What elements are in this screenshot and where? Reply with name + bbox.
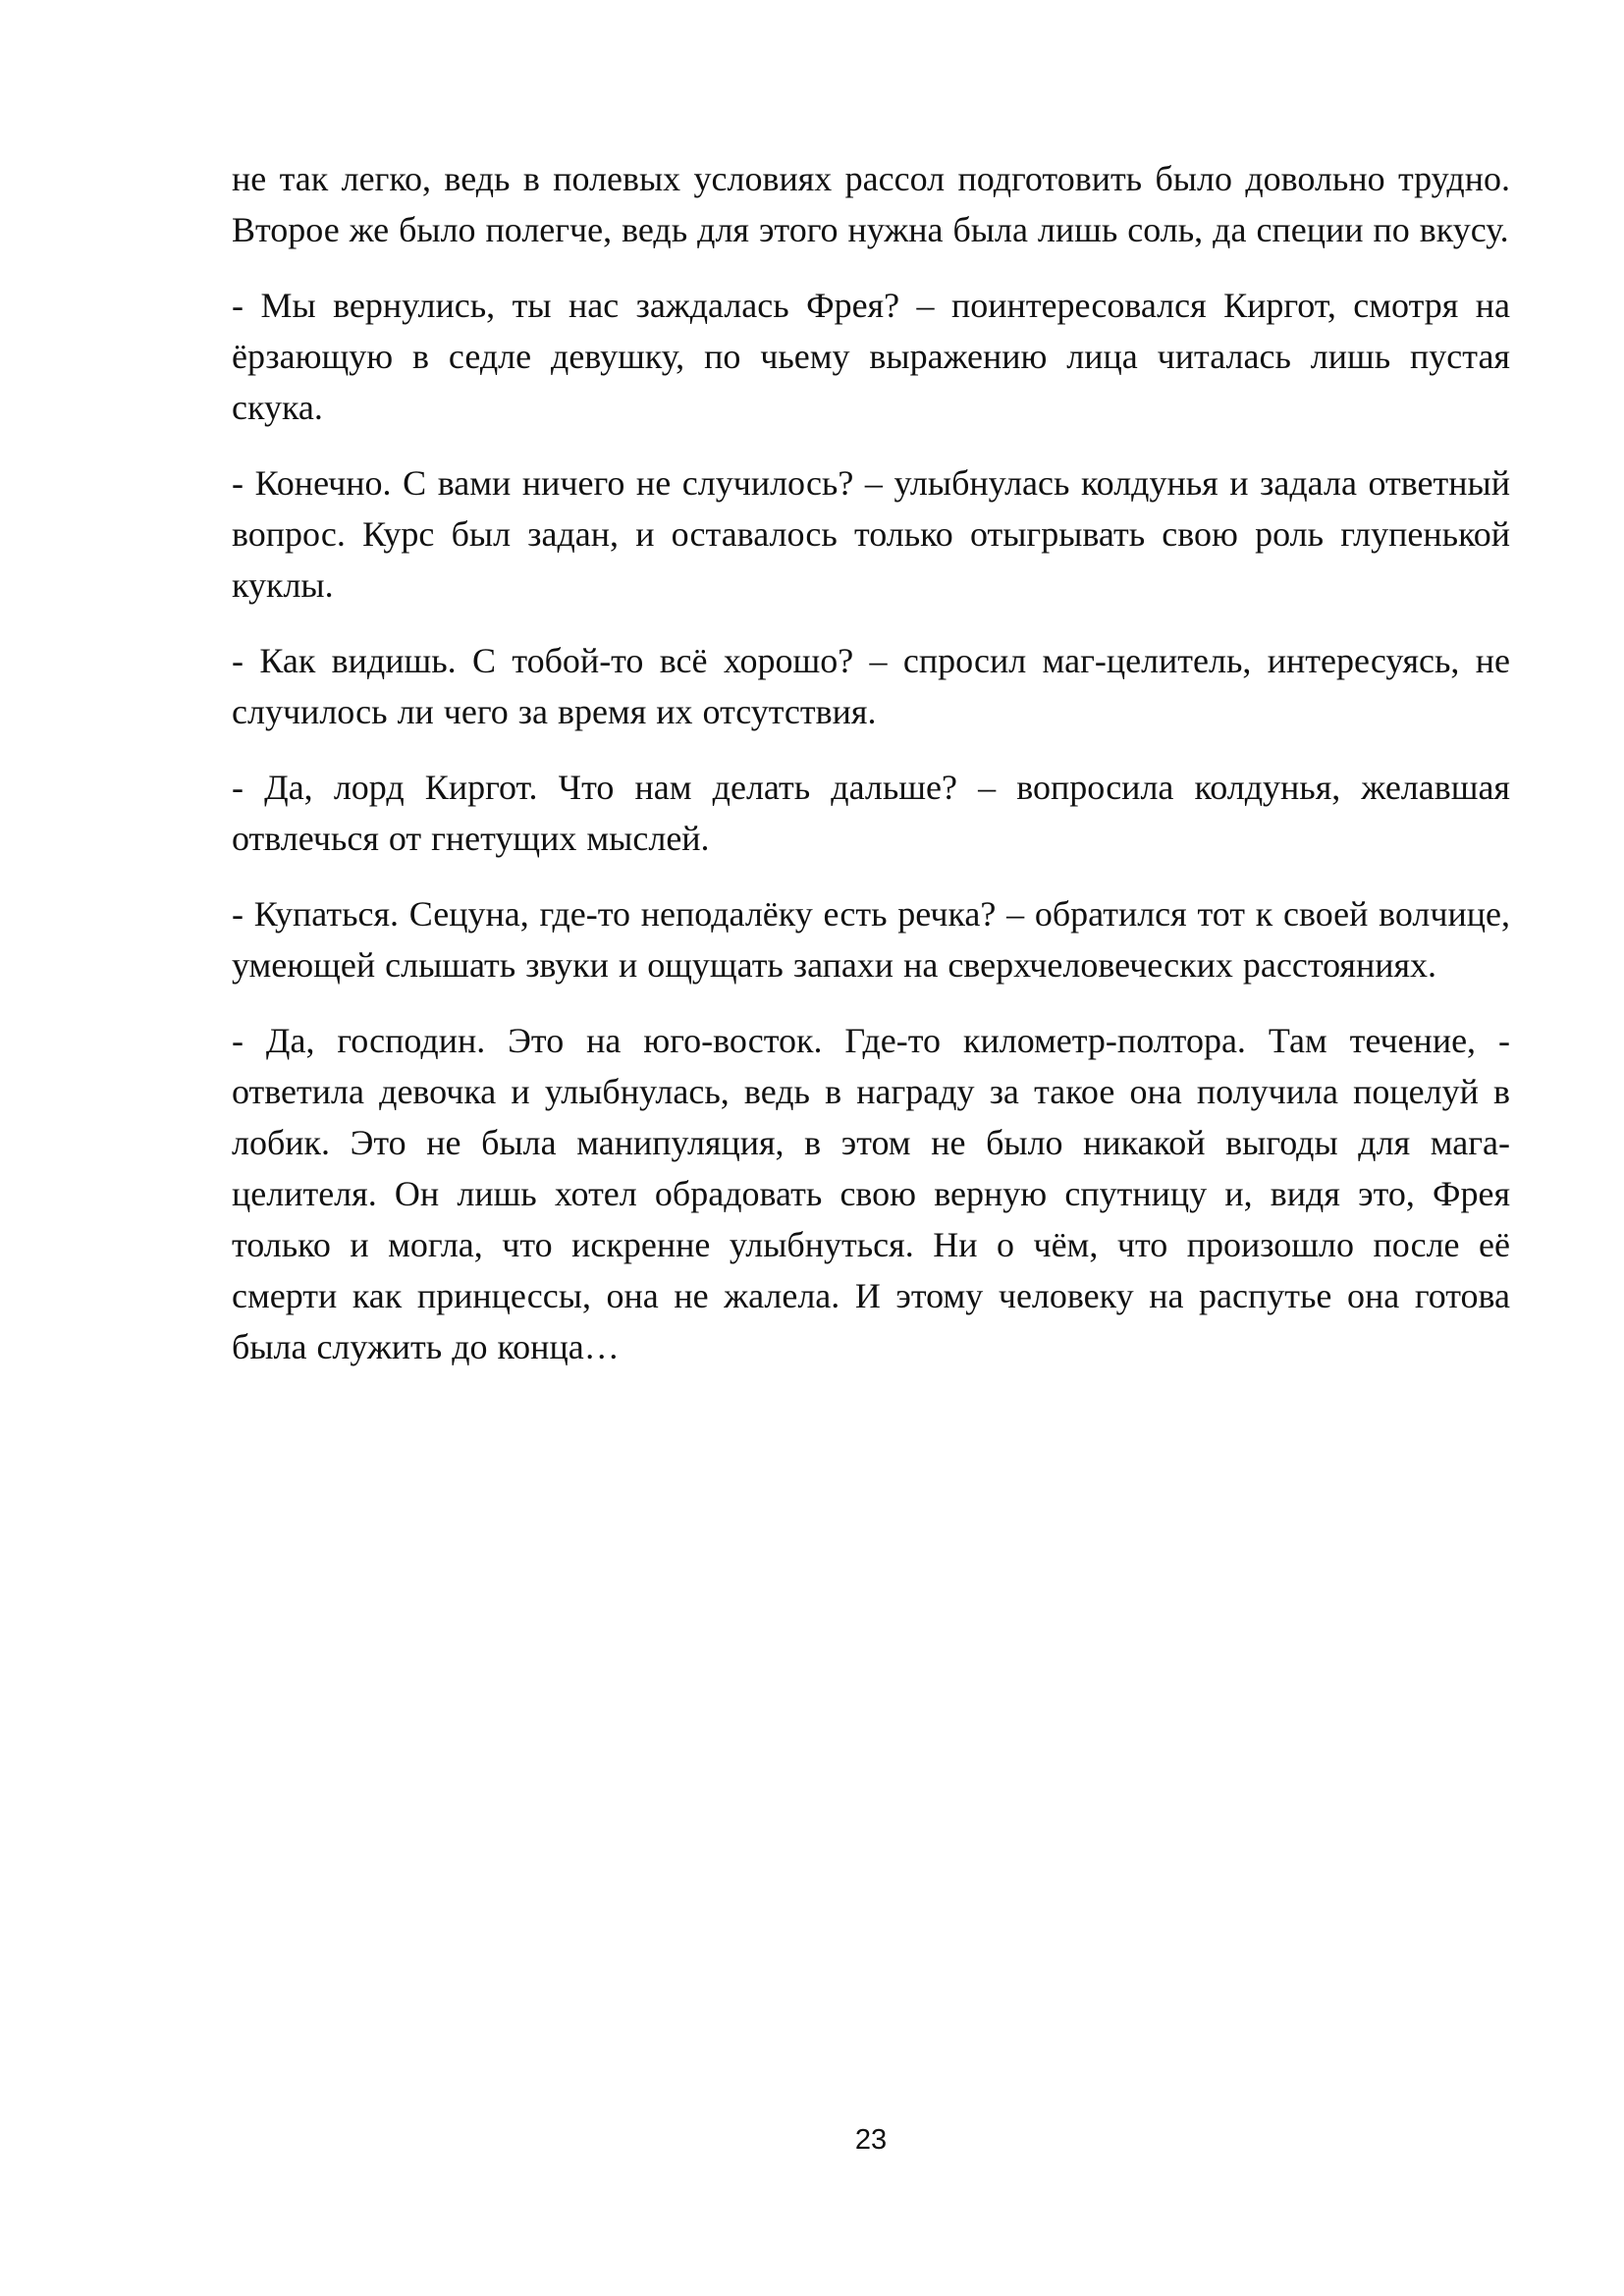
page-number: 23	[854, 2124, 888, 2156]
page-body	[232, 153, 1510, 1397]
paragraph: - Купаться. Сецуна, где-то неподалёку есть речка? – обратился тот к своей волчице, умеющей слышать звуки и ощущать запахи на сверхчеловеческих расстояниях.	[232, 894, 1510, 985]
paragraph: - Да, господин. Это на юго-восток. Где-то километр-полтора. Там течение, - ответила девочка и улыбнулась, ведь в награду за такое она получила поцелуй в лобик. Это не была манипуляция, в этом не было никакой выгоды для мага-целителя. Он лишь хотел обрадовать свою верную спутницу и, видя это, Фрея только и могла, что искренне улыбнуться. Ни о чём, что произошло после её смерти как принцессы, она не жалела. И этому человеку на распутье она готова была служить до конца…	[232, 1021, 1510, 1366]
paragraph: - Мы вернулись, ты нас заждалась Фрея? – поинтересовался Киргот, смотря на ёрзающую в седле девушку, по чьему выражению лица читалась лишь пустая скука.	[232, 286, 1510, 427]
paragraph: - Да, лорд Киргот. Что нам делать дальше? – вопросила колдунья, желавшая отвлечься от гнетущих мыслей.	[232, 768, 1510, 858]
paragraph: - Как видишь. С тобой-то всё хорошо? – спросил маг-целитель, интересуясь, не случилось ли чего за время их отсутствия.	[232, 641, 1510, 731]
paragraph: не так легко, ведь в полевых условиях рассол подготовить было довольно трудно. Второе же было полегче, ведь для этого нужна была лишь соль, да специи по вкусу.	[232, 159, 1510, 249]
paragraph: - Конечно. С вами ничего не случилось? – улыбнулась колдунья и задала ответный вопрос. Курс был задан, и оставалось только отыгрывать свою роль глупенькой куклы.	[232, 463, 1510, 605]
